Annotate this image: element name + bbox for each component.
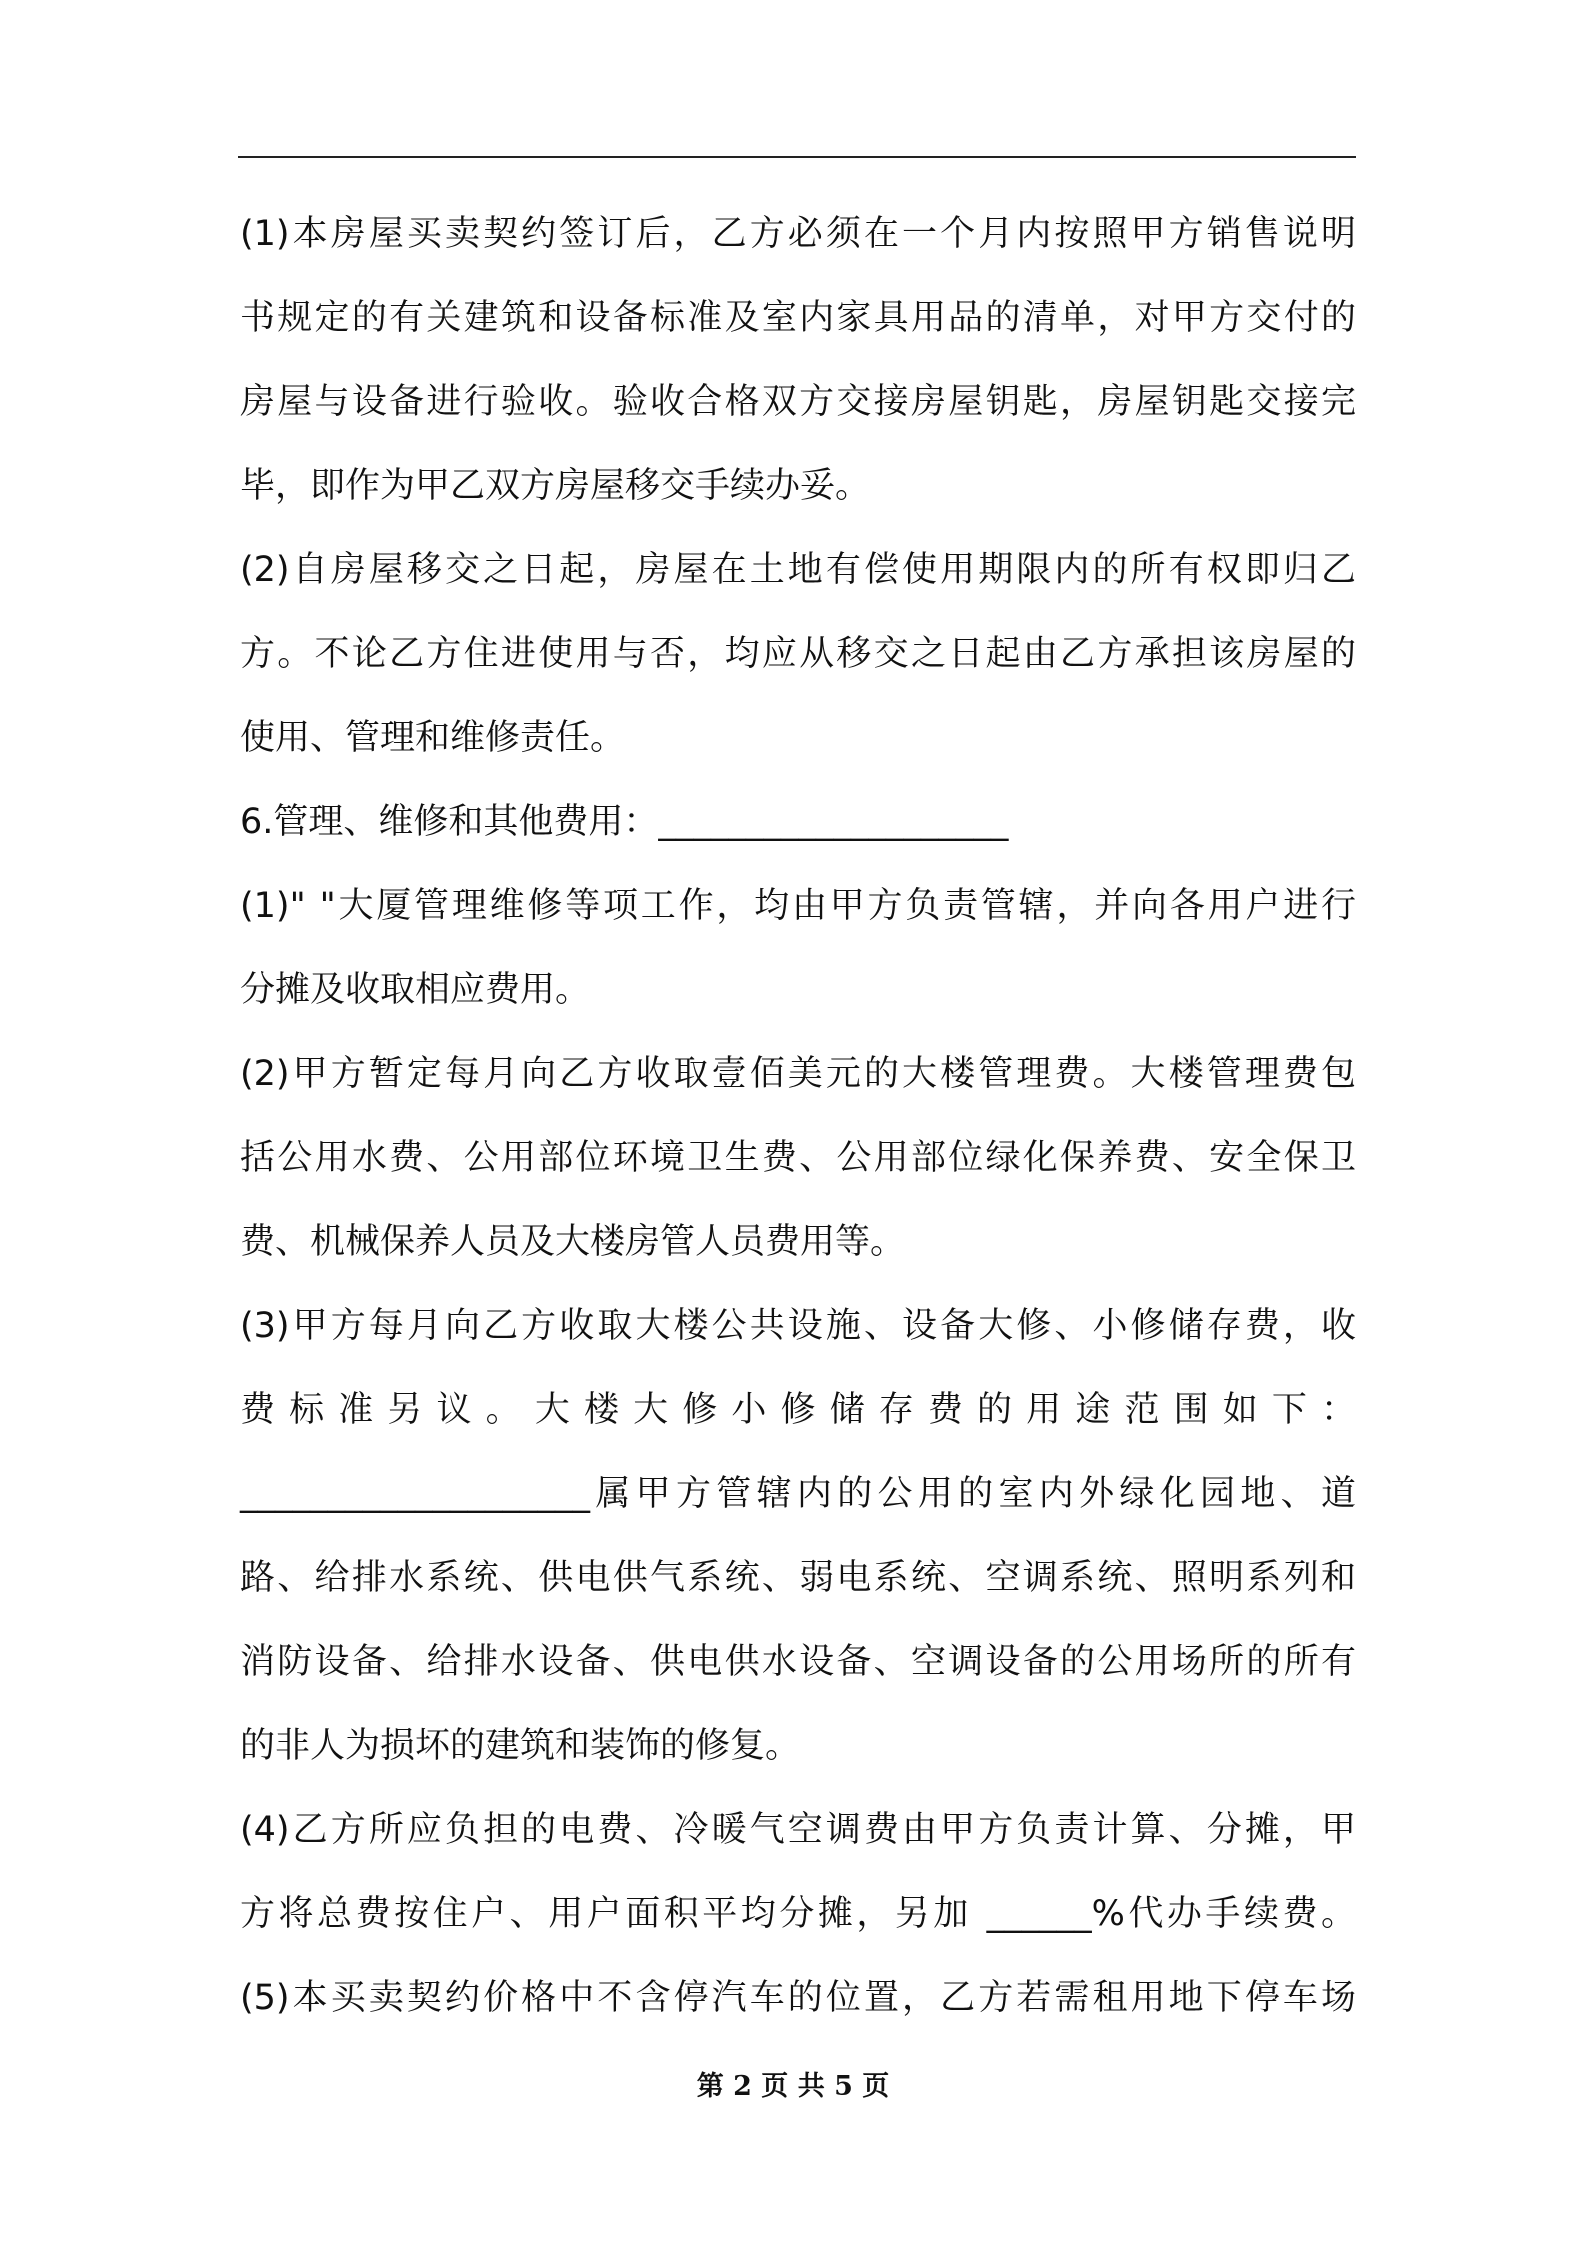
text-line: (3)甲方每月向乙方收取大楼公共设施、设备大修、小修储存费，收	[240, 1306, 1356, 1346]
text-line: (4)乙方所应负担的电费、冷暖气空调费由甲方负责计算、分摊，甲	[240, 1810, 1356, 1850]
text-line: 房屋与设备进行验收。验收合格双方交接房屋钥匙，房屋钥匙交接完	[240, 382, 1356, 422]
text-line: 方将总费按住户、用户面积平均分摊，另加 ______%代办手续费。	[240, 1894, 1356, 1934]
text-line: 路、给排水系统、供电供气系统、弱电系统、空调系统、照明系列和	[240, 1558, 1356, 1598]
text-line: 费、机械保养人员及大楼房管人员费用等。	[240, 1222, 906, 1262]
text-line: (2)自房屋移交之日起，房屋在土地有偿使用期限内的所有权即归乙	[240, 550, 1356, 590]
text-line: 分摊及收取相应费用。	[240, 970, 591, 1010]
text-line: 毕，即作为甲乙双方房屋移交手续办妥。	[240, 466, 871, 506]
text-line: 方。不论乙方住进使用与否，均应从移交之日起由乙方承担该房屋的	[240, 634, 1356, 674]
text-line: 的非人为损坏的建筑和装饰的修复。	[240, 1726, 801, 1766]
text-line: 书规定的有关建筑和设备标准及室内家具用品的清单，对甲方交付的	[240, 298, 1356, 338]
text-line: (1)本房屋买卖契约签订后，乙方必须在一个月内按照甲方销售说明	[240, 214, 1356, 254]
text-line: 使用、管理和维修责任。	[240, 718, 626, 758]
text-line: 费标准另议。大楼大修小修储存费的用途范围如下：	[240, 1390, 1356, 1430]
text-line: 括公用水费、公用部位环境卫生费、公用部位绿化保养费、安全保卫	[240, 1138, 1356, 1178]
text-line: 消防设备、给排水设备、供电供水设备、空调设备的公用场所的所有	[240, 1642, 1356, 1682]
text-line: ____________________属甲方管辖内的公用的室内外绿化园地、道	[240, 1474, 1356, 1514]
text-line: (2)甲方暂定每月向乙方收取壹佰美元的大楼管理费。大楼管理费包	[240, 1054, 1356, 1094]
header-rule	[238, 156, 1356, 158]
text-line: (1)" "大厦管理维修等项工作，均由甲方负责管辖，并向各用户进行	[240, 886, 1356, 926]
section-heading: 6.管理、维修和其他费用：____________________	[240, 802, 1009, 842]
contract-body	[240, 192, 1356, 2040]
page-number: 第 2 页 共 5 页	[696, 2071, 890, 2102]
text-line: (5)本买卖契约价格中不含停汽车的位置，乙方若需租用地下停车场	[240, 1978, 1356, 2018]
